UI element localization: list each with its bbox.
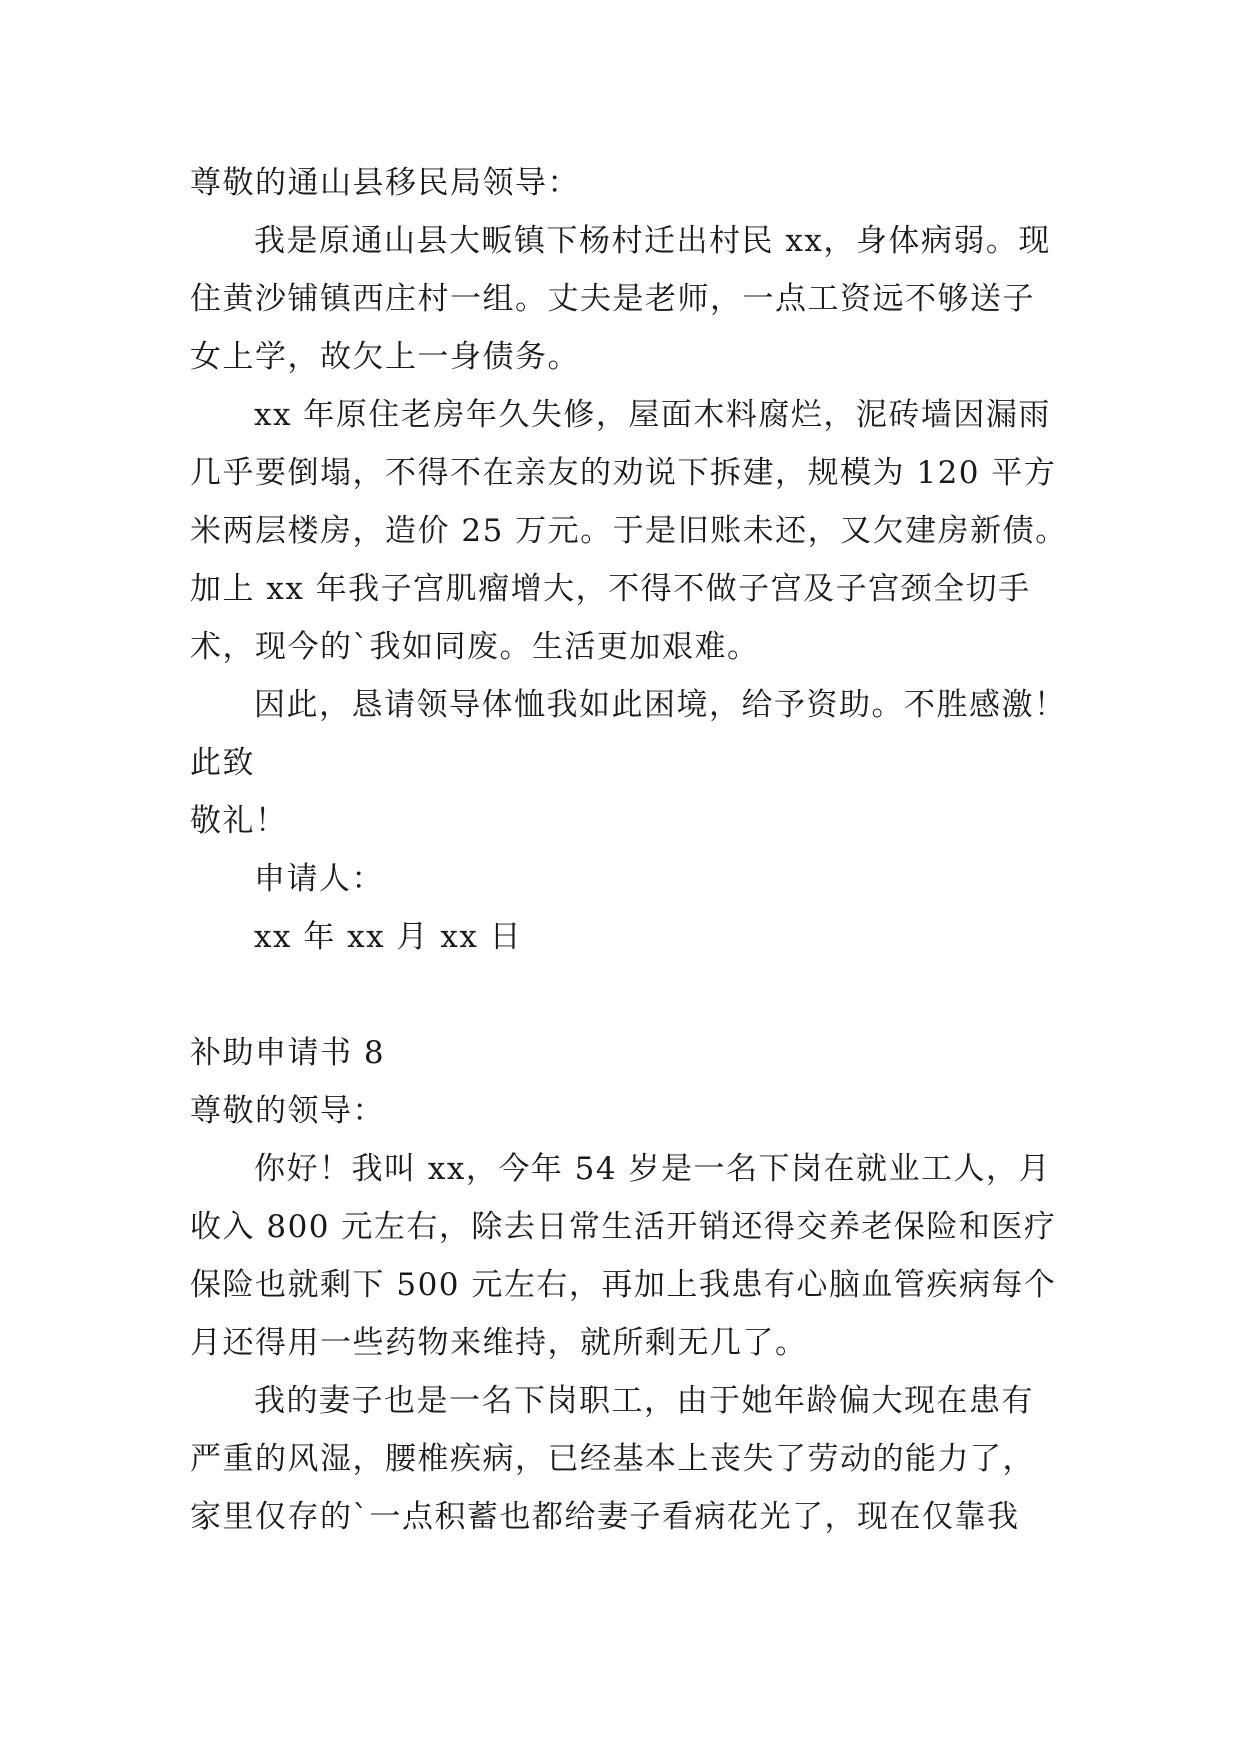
text-line: 我的妻子也是一名下岗职工，由于她年龄偏大现在患有: [254, 1383, 1034, 1419]
text-line: 家里仅存的`一点积蓄也都给妻子看病花光了，现在仅靠我: [190, 1499, 1020, 1535]
letter1-paragraph-1: [190, 212, 1060, 386]
text-line: 术，现今的`我如同废。生活更加艰难。: [190, 629, 760, 665]
letter2-paragraph-2: [190, 1372, 1060, 1546]
document-body: [190, 154, 1068, 1546]
letter1-paragraph-3: 因此，恳请领导体恤我如此困境，给予资助。不胜感激！: [254, 687, 1067, 723]
letter1-closing-1: 此致: [190, 745, 255, 781]
text-line: 收入 800 元左右，除去日常生活开销还得交养老保险和医疗: [190, 1209, 1057, 1245]
text-line: 月还得用一些药物来维持，就所剩无几了。: [190, 1325, 808, 1361]
text-line: xx 年原住老房年久失修，屋面木料腐烂，泥砖墙因漏雨: [254, 397, 1051, 433]
letter2-salutation: 尊敬的领导：: [190, 1093, 385, 1129]
text-line: 我是原通山县大畈镇下杨村迁出村民 xx，身体病弱。现: [254, 223, 1051, 259]
text-line: 几乎要倒塌，不得不在亲友的劝说下拆建，规模为 120 平方: [190, 455, 1057, 491]
letter2-paragraph-1: [190, 1140, 1060, 1372]
text-line: 米两层楼房，造价 25 万元。于是旧账未还，又欠建房新债。: [190, 513, 1068, 549]
text-line: 住黄沙铺镇西庄村一组。丈夫是老师，一点工资远不够送子: [190, 281, 1035, 317]
letter1-closing-2: 敬礼！: [190, 803, 288, 839]
letter1-applicant: 申请人：: [254, 861, 384, 897]
text-line: 严重的风湿，腰椎疾病，已经基本上丧失了劳动的能力了，: [190, 1441, 1035, 1477]
text-line: 女上学，故欠上一身债务。: [190, 339, 580, 375]
text-line: 保险也就剩下 500 元左右，再加上我患有心脑血管疾病每个: [190, 1267, 1057, 1303]
letter2-title: 补助申请书 8: [190, 1035, 386, 1071]
letter1-date: xx 年 xx 月 xx 日: [254, 919, 523, 955]
text-line: 加上 xx 年我子宫肌瘤增大，不得不做子宫及子宫颈全切手: [190, 571, 1031, 607]
letter1-paragraph-2: [190, 386, 1068, 676]
text-line: 你好！我叫 xx，今年 54 岁是一名下岗在就业工人，月: [254, 1151, 1051, 1187]
letter1-salutation: 尊敬的通山县移民局领导：: [190, 165, 580, 201]
section-spacer: [190, 966, 1060, 1024]
